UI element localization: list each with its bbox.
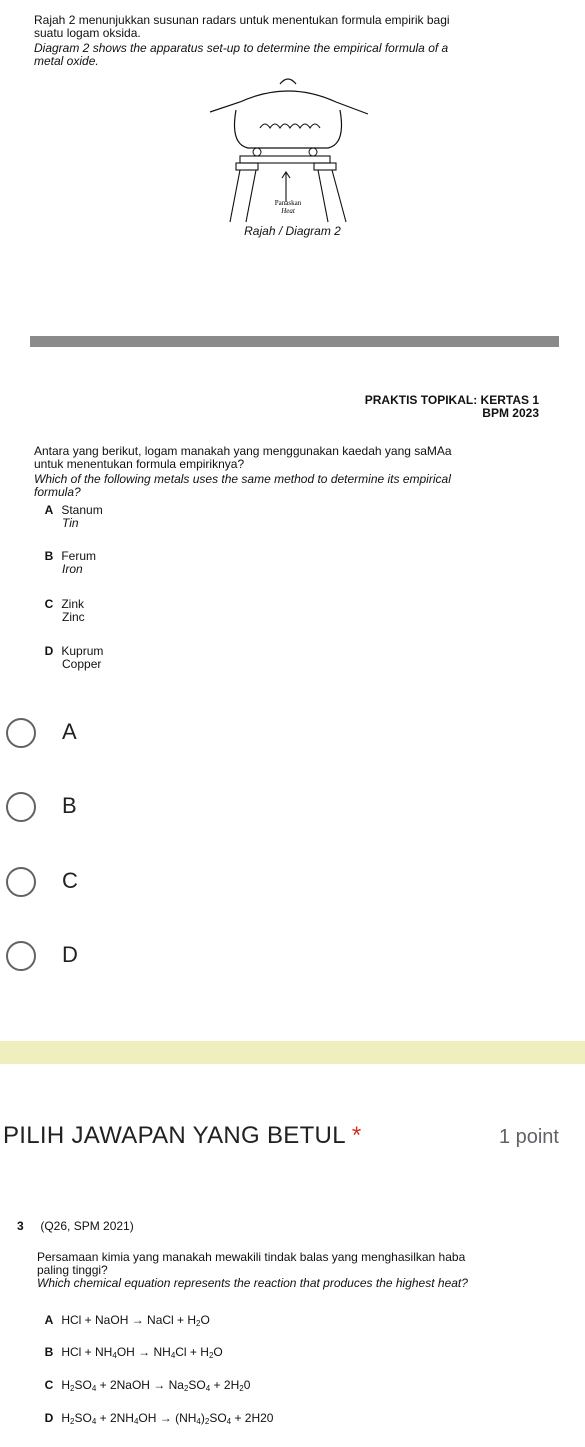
q3-option-c — [40, 1379, 250, 1395]
option-a-text — [40, 504, 103, 530]
radio-label: D — [62, 942, 78, 967]
option-letter: C — [44, 597, 54, 611]
radio-button[interactable] — [6, 941, 36, 971]
option-en: Copper — [62, 657, 102, 671]
option-c-text — [40, 598, 85, 624]
question-source: (Q26, SPM 2021) — [40, 1219, 134, 1233]
intro-en-line-1: Diagram 2 shows the apparatus set-up to determine the empirical formula of a — [34, 41, 449, 55]
question-title — [3, 1122, 362, 1150]
question-number-row — [17, 1220, 134, 1233]
option-letter: C — [44, 1378, 54, 1392]
q3-option-b — [40, 1346, 223, 1362]
option-b-text — [40, 550, 96, 576]
q3-option-a — [40, 1314, 210, 1330]
praktis-line-2: BPM 2023 — [482, 406, 539, 420]
radio-button[interactable] — [6, 867, 36, 897]
equation-b: HCl + $NH_4OH \to NH_4Cl + H_2O$ — [61, 1345, 223, 1360]
radio-label: A — [62, 719, 77, 744]
question-intro-english — [34, 42, 448, 68]
diagram-heat-en: Heat — [281, 207, 295, 215]
question-number: 3 — [17, 1219, 24, 1233]
option-d-text — [40, 645, 103, 671]
equation-a: HCl + NaOH → NaCl + $H_2O$ — [61, 1313, 210, 1328]
question-stem-english — [34, 473, 451, 499]
option-letter: A — [44, 503, 54, 517]
stem-en-line-1: Which of the following metals uses the same method to determine its empirical — [34, 472, 451, 486]
radio-label: B — [62, 793, 77, 818]
q3-stem-ms-line-2: paling tinggi? — [37, 1263, 108, 1277]
image-divider — [30, 336, 559, 347]
option-letter: B — [44, 1345, 54, 1359]
q3-option-d — [40, 1412, 273, 1428]
q3-stem-english: Which chemical equation represents the reaction that produces the highest heat? — [37, 1276, 468, 1290]
q3-stem-malay — [37, 1251, 465, 1277]
praktis-header — [365, 394, 539, 420]
praktis-line-1: PRAKTIS TOPIKAL: KERTAS 1 — [364, 393, 539, 407]
stem-ms-line-1: Antara yang berikut, logam manakah yang menggunakan kaedah yang saMAa — [34, 444, 452, 458]
option-ms: Ferum — [61, 549, 97, 563]
section-divider — [0, 1041, 585, 1064]
question-stem-malay — [34, 445, 452, 471]
option-en: Tin — [62, 516, 79, 530]
option-letter: B — [44, 549, 54, 563]
radio-button[interactable] — [6, 718, 36, 748]
equation-d: $H_2SO_4 + 2NH_4OH \to (NH_4)_2SO_4 + 2H20$ — [61, 1411, 274, 1426]
apparatus-diagram — [200, 72, 370, 242]
required-mark: * — [351, 1122, 362, 1149]
intro-ms-line-1: Rajah 2 menunjukkan susunan radars untuk menentukan formula empirik bagi — [34, 13, 450, 27]
question-title-text: PILIH JAWAPAN YANG BETUL — [3, 1122, 345, 1149]
option-en: Zinc — [62, 610, 85, 624]
diagram-caption: Rajah / Diagram 2 — [244, 224, 341, 238]
radio-choice-b[interactable] — [0, 786, 585, 836]
radio-button[interactable] — [6, 792, 36, 822]
option-letter: D — [44, 1411, 54, 1425]
radio-choice-a[interactable] — [0, 712, 585, 762]
equation-c: $H_2SO_4$ + 2NaOH → $Na_2SO_4 + 2H_20$ — [61, 1378, 251, 1393]
option-letter: A — [44, 1313, 54, 1327]
question-points: 1 point — [498, 1126, 559, 1148]
radio-choice-d[interactable] — [0, 935, 585, 985]
intro-en-line-2: metal oxide. — [34, 54, 99, 68]
radio-choice-c[interactable] — [0, 861, 585, 911]
option-ms: Kuprum — [61, 644, 104, 658]
intro-ms-line-2: suatu logam oksida. — [34, 26, 141, 40]
option-en: Iron — [62, 562, 83, 576]
question-intro-malay — [34, 14, 450, 40]
option-ms: Zink — [61, 597, 85, 611]
stem-en-line-2: formula? — [34, 485, 81, 499]
q3-stem-ms-line-1: Persamaan kimia yang manakah mewakili tindak balas yang menghasilkan haba — [37, 1250, 466, 1264]
radio-label: C — [62, 868, 78, 893]
option-ms: Stanum — [61, 503, 103, 517]
stem-ms-line-2: untuk menentukan formula empiriknya? — [34, 457, 245, 471]
diagram-heat-ms: Panaskan — [274, 199, 302, 207]
option-letter: D — [44, 644, 54, 658]
